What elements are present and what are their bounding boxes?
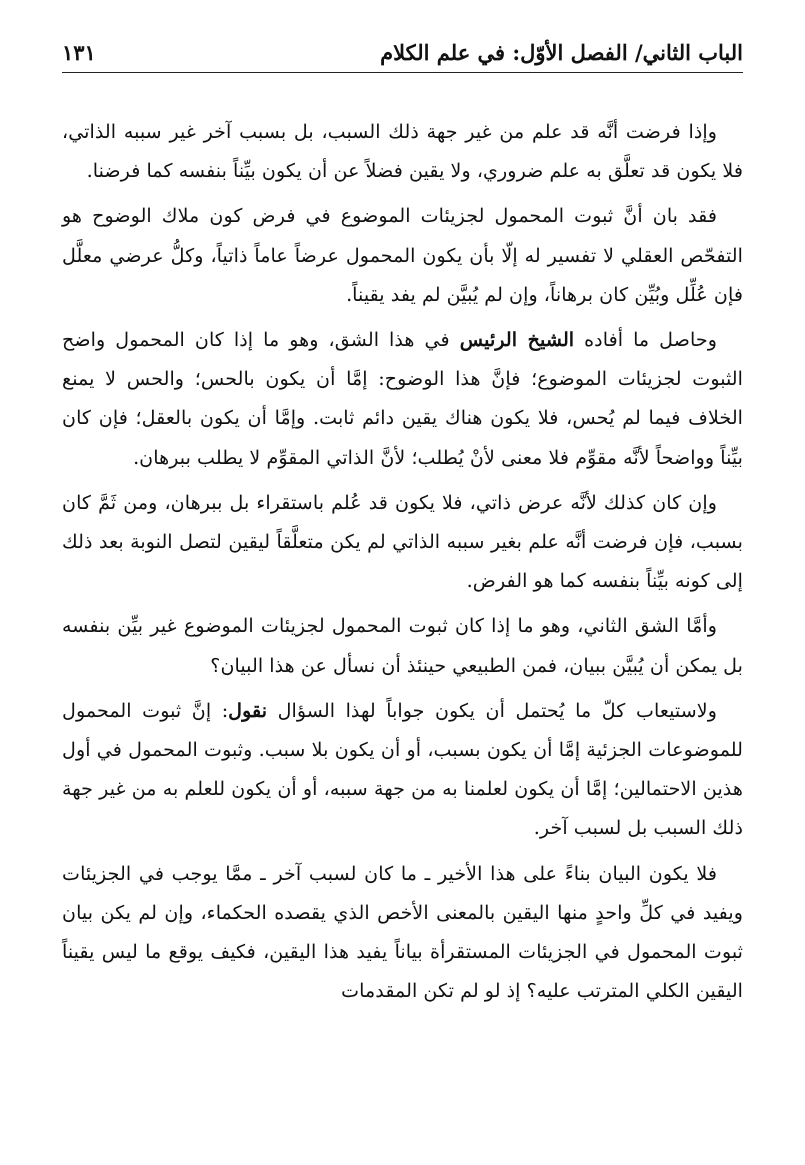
- paragraph-3-rest: في هذا الشق، وهو ما إذا كان المحمول واضح الثبوت لجزيئات الموضوع؛ فإنَّ هذا الوضوح: إمَّا أن يكون بالحس؛ والحس لا يمنع الخلاف فيما لم يُحس، فلا يكون هناك يقين دائم ثابت. وإمَّا أن يكون بالعقل؛ فإن كان بيِّناً وواضحاً لأنَّه مقوِّم فلا معنى لأنْ يُطلب؛ لأنَّ الذاتي المقوِّم لا يطلب ببرهان.: [62, 328, 743, 469]
- paragraph-6-start: ولاستيعاب كلّ ما يُحتمل أن يكون جواباً لهذا السؤال: [267, 698, 717, 722]
- paragraph-2: فقد بان أنَّ ثبوت المحمول لجزيئات الموضوع في فرض كون ملاك الوضوح هو التفحّص العقلي لا تفسير له إلّا بأن يكون المحمول عرضاً عاماً ذاتياً، وكلُّ عرضي معلَّل فإن عُلِّل وبُيِّن كان برهاناً، وإن لم يُبيَّن لم يفد يقيناً.: [62, 204, 743, 306]
- running-header: [62, 32, 743, 73]
- paragraph-6: [62, 691, 743, 848]
- paragraph-5: وأمَّا الشق الثاني، وهو ما إذا كان ثبوت المحمول لجزيئات الموضوع غير بيِّن بنفسه بل يمكن أن يُبيَّن ببيان، فمن الطبيعي حينئذ أن نسأل عن هذا البيان؟: [62, 614, 743, 677]
- paragraph-6-rest: : إنَّ ثبوت المحمول للموضوعات الجزئية إمَّا أن يكون بسبب، أو أن يكون بلا سبب. وثبوت المحمول في أول هذين الاحتمالين؛ إمَّا أن يكون لعلمنا به من جهة سببه، أو أن يكون للعلم به من غير جهة ذلك السبب بل لسبب آخر.: [62, 698, 743, 840]
- bold-term-shaykh-al-rais: الشيخ الرئيس: [459, 328, 575, 352]
- paragraph-7: فلا يكون البيان بناءً على هذا الأخير ـ ما كان لسبب آخر ـ ممَّا يوجب في الجزيئات ويفيد في كلِّ واحدٍ منها اليقين بالمعنى الأخص الذي يقصده الحكماء، وإن لم يكن بيان ثبوت المحمول في الجزيئات المستقرأة بياناً يفيد هذا اليقين، فكيف يوقع ما ليس يقيناً اليقين الكلي المترتب عليه؟ إذ لو لم تكن المقدمات: [62, 861, 743, 1003]
- bold-term-naqul: نقول: [228, 698, 268, 722]
- paragraph-4: وإن كان كذلك لأنَّه عرض ذاتي، فلا يكون قد عُلم باستقراء بل ببرهان، ومن ثَمَّ كان بسبب، فإن فرضت أنَّه علم بغير سببه الذاتي لم يكن متعلَّقاً ليقين لتصل النوبة بعد ذلك إلى كونه بيِّناً بنفسه كما هو الفرض.: [62, 490, 743, 593]
- paragraph-3: [62, 320, 743, 477]
- body-text: [62, 112, 743, 1016]
- paragraph-3-start: وحاصل ما أفاده: [574, 328, 717, 352]
- paragraph-1: وإذا فرضت أنَّه قد علم من غير جهة ذلك السبب، بل بسبب آخر غير سببه الذاتي، فلا يكون قد تعلَّق به علم ضروري، ولا يقين فضلاً عن أن يكون بيِّناً بنفسه كما فرضنا.: [62, 120, 743, 183]
- page-number: ١٣١: [62, 39, 96, 65]
- chapter-title: الباب الثاني/ الفصل الأوّل: في علم الكلام: [380, 39, 743, 65]
